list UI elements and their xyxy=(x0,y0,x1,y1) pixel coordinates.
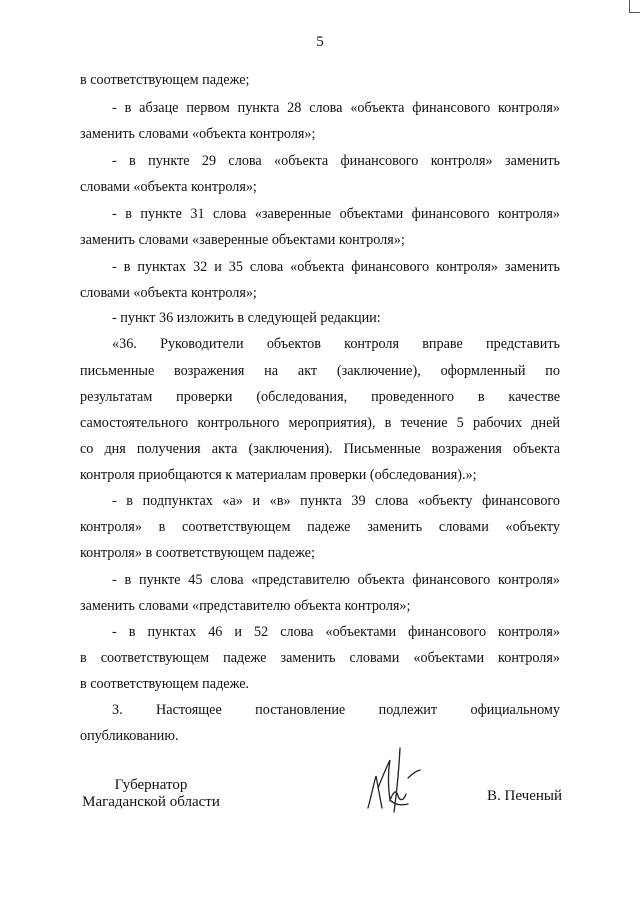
text-line: опубликованию. xyxy=(80,728,179,744)
text-line: «36. Руководители объектов контроля вправе представить xyxy=(112,336,560,352)
text-line: в соответствующем падеже заменить словами «объектами контроля» xyxy=(80,650,560,666)
signatory-title-line1: Губернатор xyxy=(114,777,188,793)
text-line: контроля» в соответствующем падеже; xyxy=(80,545,315,561)
page-number: 5 xyxy=(316,34,324,50)
text-line: в соответствующем падеже; xyxy=(80,72,250,88)
text-line: контроля» в соответствующем падеже заменить словами «объекту xyxy=(80,519,560,535)
text-line: в соответствующем падеже. xyxy=(80,676,250,692)
signatory-name: В. Печеный xyxy=(487,788,562,804)
text-line: - в пункте 45 слова «представителю объекта финансового контроля» xyxy=(112,572,560,588)
handwritten-signature xyxy=(360,738,430,818)
text-line: словами «объекта контроля»; xyxy=(80,285,257,301)
signatory-title-line2: Магаданской области xyxy=(82,794,220,810)
text-line: самостоятельного контрольного мероприятия), в течение 5 рабочих дней xyxy=(80,415,560,431)
text-line: - в пунктах 32 и 35 слова «объекта финансового контроля» заменить xyxy=(112,259,560,275)
text-line: результатам проверки (обследования, проведенного в качестве xyxy=(80,389,560,405)
text-line: заменить словами «заверенные объектами контроля»; xyxy=(80,232,405,248)
text-line: - в абзаце первом пункта 28 слова «объекта финансового контроля» xyxy=(112,100,560,116)
page-corner-mark xyxy=(629,0,640,13)
text-line: письменные возражения на акт (заключение), оформленный по xyxy=(80,363,560,379)
text-line: - в пунктах 46 и 52 слова «объектами финансового контроля» xyxy=(112,624,560,640)
text-line: - в пункте 31 слова «заверенные объектами финансового контроля» xyxy=(112,206,560,222)
text-line: словами «объекта контроля»; xyxy=(80,179,257,195)
text-line: 3. Настоящее постановление подлежит официальному xyxy=(112,702,560,718)
text-line: - в подпунктах «а» и «в» пункта 39 слова «объекту финансового xyxy=(112,493,560,509)
text-line: - пункт 36 изложить в следующей редакции: xyxy=(112,310,381,326)
text-line: заменить словами «представителю объекта контроля»; xyxy=(80,598,411,614)
text-line: - в пункте 29 слова «объекта финансового контроля» заменить xyxy=(112,153,560,169)
text-line: заменить словами «объекта контроля»; xyxy=(80,126,316,142)
text-line: со дня получения акта (заключения). Письменные возражения объекта xyxy=(80,441,560,457)
text-line: контроля приобщаются к материалам проверки (обследования).»; xyxy=(80,467,477,483)
